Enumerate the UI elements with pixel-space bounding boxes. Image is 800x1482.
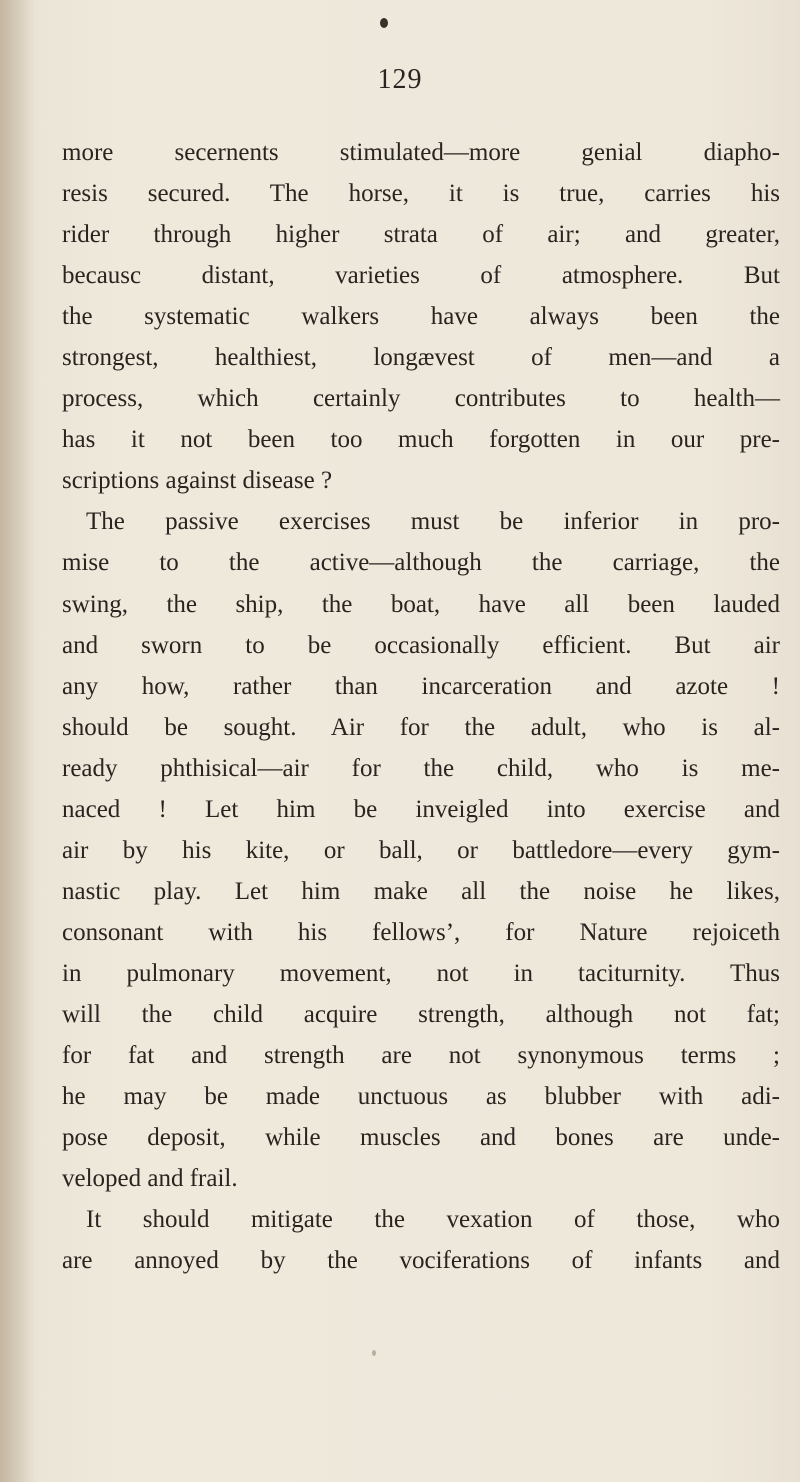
text-line: mise to the active—although the carriage, the (62, 549, 780, 577)
text-line: any how, rather than incarceration and azote ! (62, 672, 780, 700)
text-line: the systematic walkers have always been the (62, 303, 780, 331)
text-line: has it not been too much forgotten in our pre- (62, 426, 780, 454)
text-line: nastic play. Let him make all the noise he likes, (62, 877, 780, 905)
text-line: naced ! Let him be inveigled into exercise and (62, 795, 780, 823)
text-line: swing, the ship, the boat, have all been lauded (62, 590, 780, 618)
text-line: The passive exercises must be inferior in pro- (86, 508, 780, 536)
text-line: resis secured. The horse, it is true, carries his (62, 180, 780, 208)
text-line: will the child acquire strength, although not fat; (62, 1000, 780, 1028)
text-line: air by his kite, or ball, or battledore—every gym- (62, 836, 780, 864)
text-line: and sworn to be occasionally efficient. But air (62, 631, 780, 659)
text-line: he may be made unctuous as blubber with adi- (62, 1083, 780, 1111)
page-number: 129 (377, 64, 423, 95)
text-line: strongest, healthiest, longævest of men—and a (62, 344, 780, 372)
text-line: pose deposit, while muscles and bones are unde- (62, 1124, 780, 1152)
text-line: for fat and strength are not synonymous terms ; (62, 1042, 780, 1070)
text-line: veloped and frail. (62, 1165, 238, 1193)
paper-speck (372, 1350, 376, 1356)
text-line: consonant with his fellows’, for Nature rejoiceth (62, 918, 780, 946)
text-line: more secernents stimulated—more genial diapho- (62, 139, 780, 166)
text-line: becausc distant, varieties of atmosphere. But (62, 262, 780, 290)
text-line: should be sought. Air for the adult, who is al- (62, 713, 780, 741)
text-line: are annoyed by the vociferations of infants and (62, 1247, 780, 1275)
text-line: ready phthisical—air for the child, who is me- (62, 754, 780, 782)
text-line: It should mitigate the vexation of those, who (86, 1206, 780, 1234)
binding-shadow (0, 0, 34, 1482)
body-text (62, 132, 780, 1281)
text-line: rider through higher strata of air; and greater, (62, 221, 780, 249)
text-line: scriptions against disease ? (62, 467, 333, 495)
text-line: in pulmonary movement, not in taciturnity. Thus (62, 959, 780, 987)
ink-speck (380, 18, 388, 28)
text-line: process, which certainly contributes to health— (62, 385, 780, 413)
